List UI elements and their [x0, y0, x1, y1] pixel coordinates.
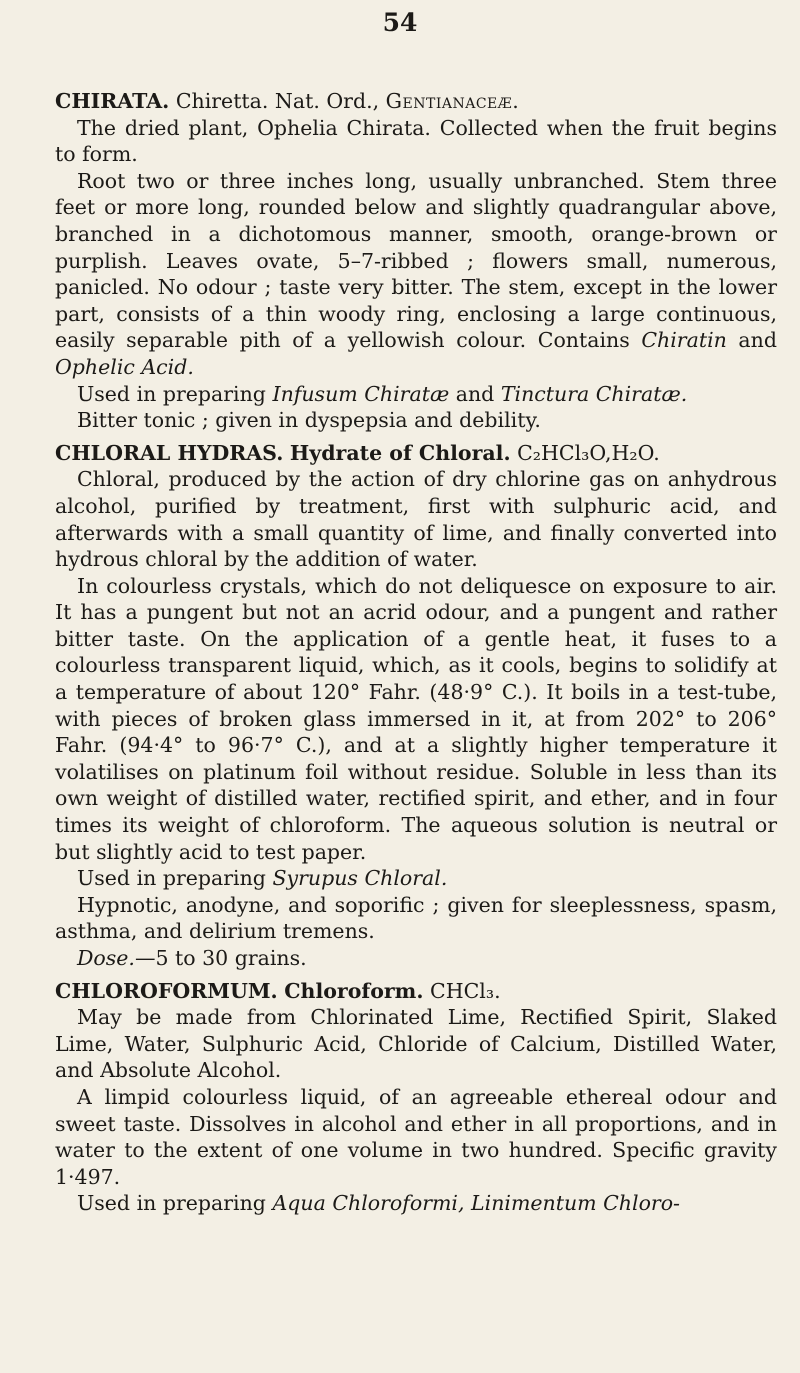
conjunction: and: [738, 328, 777, 353]
entry-term: CHLORAL HYDRAS.: [55, 440, 284, 465]
paragraph: May be made from Chlorinated Lime, Rectified Spirit, Slaked Lime, Water, Sulphuric Acid, Chloride of Calcium, Distilled Water, and Absolute Alcohol.: [55, 1005, 777, 1083]
entry-term: CHIRATA.: [55, 89, 170, 113]
entry-chloroformum: [55, 978, 777, 1217]
paragraph: Hypnotic, anodyne, and soporific ; given for sleeplessness, spasm, asthma, and delirium tremens.: [55, 892, 777, 944]
contains-label: Contains: [537, 328, 630, 353]
entry-synonym: Chloroform.: [284, 978, 424, 1003]
chemical-formula: C₂HCl₃O,H₂O.: [517, 440, 660, 465]
preparation: Infusum Chiratæ: [272, 381, 450, 406]
chemical-formula: CHCl₃.: [430, 978, 501, 1003]
entry-chloral-hydras: [55, 440, 777, 972]
entry-header: [55, 88, 777, 115]
dictionary-page: [55, 88, 777, 1217]
paragraph: [55, 945, 777, 972]
entry-synonym: Hydrate of Chloral.: [289, 440, 511, 465]
preparation: Tinctura Chiratæ.: [500, 381, 688, 406]
used-in-label: Used in preparing: [77, 866, 266, 891]
paragraph: A limpid colourless liquid, of an agreeable ethereal odour and sweet taste. Dissolves in alcohol and ether in all proportions, and in water to the extent of one volume in two hundred. Specific gravity 1·497.: [55, 1084, 777, 1189]
entry-term: CHLOROFORMUM.: [55, 978, 278, 1003]
entry-header: [55, 978, 777, 1005]
paragraph: [55, 168, 777, 381]
paragraph: Bitter tonic ; given in dyspepsia and debility.: [77, 408, 541, 433]
constituent: Chiratin: [641, 328, 727, 353]
paragraph: In colourless crystals, which do not deliquesce on exposure to air. It has a pungent but not an acrid odour, and a pungent and rather bitter taste. On the application of a gentle heat, it fuses to a colourless transparent liquid, which, as it cools, begins to solidify at a temperature of about 120° Fahr. (48·9° C.). It boils in a test-tube, with pieces of broken glass immersed in it, at from 202° to 206° Fahr. (94·4° to 96·7° C.), and at a slightly higher temperature it volatilises on platinum foil without residue. Soluble in less than its own weight of distilled water, rectified spirit, and ether, and in four times its weight of chloroform. The aqueous solution is neutral or but slightly acid to test paper.: [55, 573, 777, 864]
paragraph: [55, 1190, 777, 1217]
constituent: Ophelic Acid.: [55, 354, 194, 379]
paragraph: [55, 865, 777, 892]
dose-text: —5 to 30 grains.: [134, 946, 307, 970]
conjunction: and: [455, 381, 495, 406]
preparation: Aqua Chloroformi, Linimentum Chloro-: [272, 1191, 680, 1216]
preparation: Syrupus Chloral.: [272, 866, 448, 891]
paragraph: The dried plant, Ophelia Chirata. Collected when the fruit begins to form.: [55, 115, 777, 167]
dose-label: Dose.: [77, 946, 135, 970]
used-in-label: Used in preparing: [77, 1191, 266, 1216]
paragraph: [55, 381, 777, 408]
description-text: Root two or three inches long, usually unbranched. Stem three feet or more long, rounded below and slightly quadrangular above, branched in a dichotomous manner, smooth, orange-brown or purplish. Leaves ovate, 5–7-ribbed ; flowers small, numerous, panicled. No odour ; taste very bitter. The stem, except in the lower part, consists of a thin woody ring, enclosing a large continuous, easily separable pith of a yellowish colour.: [55, 168, 777, 353]
entry-header: [55, 440, 777, 467]
entry-chirata: [55, 88, 777, 434]
paragraph: Chloral, produced by the action of dry chlorine gas on anhydrous alcohol, purified by treatment, first with sulphuric acid, and afterwards with a small quantity of lime, and finally converted into hydrous chloral by the addition of water.: [55, 467, 777, 572]
entry-synonym: Chiretta. Nat. Ord.,: [175, 89, 380, 113]
natural-order: Gentianaceæ.: [385, 89, 520, 113]
used-in-label: Used in preparing: [77, 381, 266, 406]
page-number: 54: [382, 8, 418, 37]
